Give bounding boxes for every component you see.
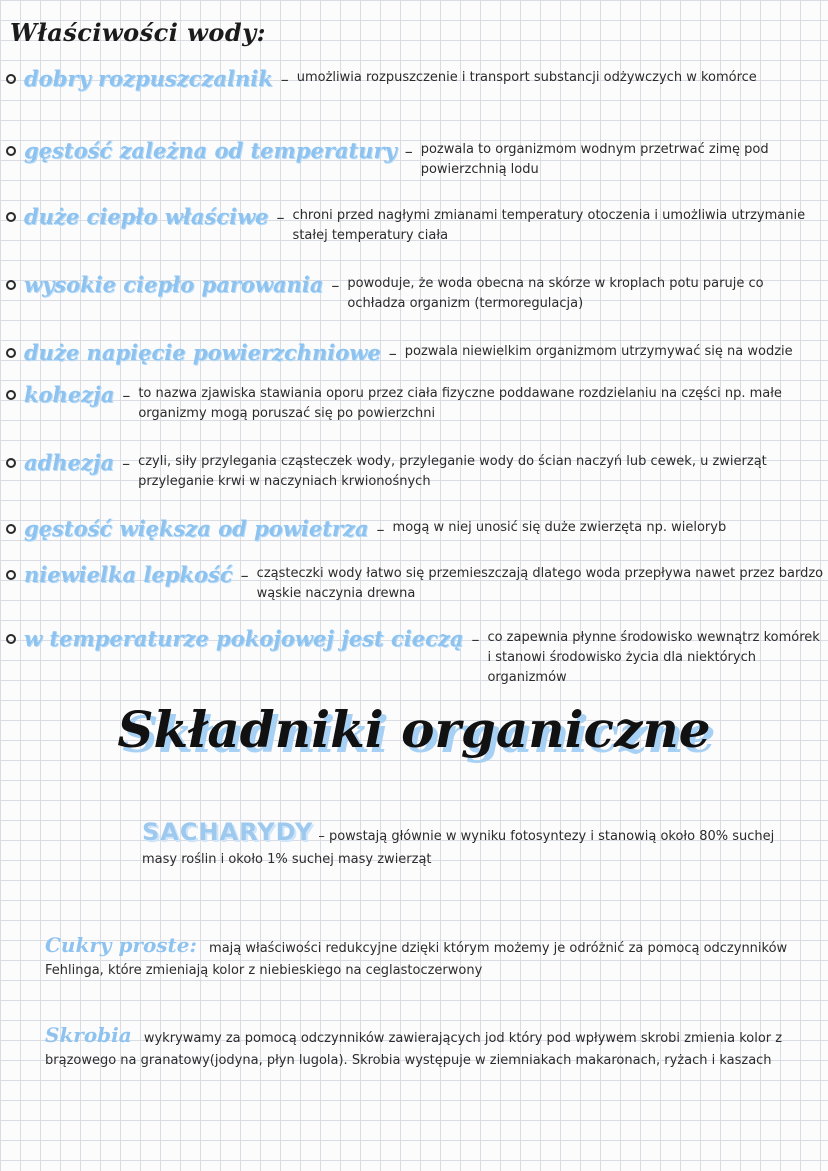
dash: –	[331, 276, 340, 295]
property-desc: mogą w niej unosić się duże zwierzęta np. wieloryb	[392, 520, 727, 535]
property-desc: to nazwa zjawiska stawiania oporu przez ciała fizyczne poddawane rozdzielaniu na części np. małe organizmy mogą poruszać się po powierzchni	[138, 386, 782, 421]
section-heading: Składniki organiczne	[117, 700, 711, 759]
property-term: kohezja	[24, 382, 115, 407]
skrobia-term: Skrobia	[45, 1023, 132, 1047]
property-term: adhezja	[24, 450, 115, 475]
bullet-icon	[6, 212, 16, 222]
property-item	[6, 340, 824, 365]
bullet-icon	[6, 570, 16, 580]
property-term: dobry rozpuszczalnik	[24, 66, 273, 91]
dash: –	[376, 520, 385, 539]
property-desc: co zapewnia płynne środowisko wewnątrz komórek i stanowi środowisko życia dla niektórych organizmów	[487, 630, 820, 685]
property-desc: powoduje, że woda obecna na skórze w kroplach potu paruje co ochładza organizm (termoregulacja)	[347, 276, 764, 311]
property-desc: pozwala niewielkim organizmom utrzymywać się na wodzie	[404, 344, 793, 359]
property-item	[6, 562, 824, 604]
skrobia-block	[45, 1024, 825, 1072]
dash: –	[318, 829, 329, 844]
dash: –	[122, 386, 131, 405]
property-desc: chroni przed nagłymi zmianami temperatury otoczenia i umożliwia utrzymanie stałej temperatury ciała	[292, 208, 806, 243]
dash: –	[240, 566, 249, 585]
sacharydy-block	[142, 818, 782, 871]
property-term: gęstość większa od powietrza	[24, 516, 369, 541]
cukry-proste-block	[45, 934, 825, 982]
property-term: wysokie ciepło parowania	[24, 272, 324, 297]
property-desc: umożliwia rozpuszczenie i transport substancji odżywczych w komórce	[296, 70, 757, 85]
cukry-proste-term: Cukry proste:	[45, 933, 197, 957]
bullet-icon	[6, 634, 16, 644]
property-item	[6, 66, 824, 91]
property-term: gęstość zależna od temperatury	[24, 138, 397, 163]
bullet-icon	[6, 524, 16, 534]
sacharydy-term: SACHARYDY	[142, 818, 314, 846]
dash: –	[122, 454, 131, 473]
property-item	[6, 626, 824, 688]
property-item	[6, 516, 824, 541]
property-item	[6, 450, 824, 492]
bullet-icon	[6, 146, 16, 156]
property-term: duże ciepło właściwe	[24, 204, 269, 229]
property-item	[6, 382, 824, 424]
property-desc: pozwala to organizmom wodnym przetrwać zimę pod powierzchnią lodu	[420, 142, 769, 177]
bullet-icon	[6, 74, 16, 84]
property-desc: czyli, siły przylegania cząsteczek wody, przyleganie wody do ścian naczyń lub cewek, u zwierząt przyleganie krwi w naczyniach krwionośnych	[138, 454, 767, 489]
property-desc: cząsteczki wody łatwo się przemieszczają dlatego woda przepływa nawet przez bardzo wąskie naczynia drewna	[256, 566, 824, 601]
property-item	[6, 138, 824, 180]
page-title: Właściwości wody:	[10, 18, 266, 47]
property-term: w temperaturze pokojowej jest cieczą	[24, 626, 464, 651]
dash: –	[388, 344, 397, 363]
property-term: duże napięcie powierzchniowe	[24, 340, 381, 365]
cukry-proste-desc: mają właściwości redukcyjne dzięki którym możemy je odróżnić za pomocą odczynników Fehlinga, które zmieniają kolor z niebieskiego na ceglastoczerwony	[45, 941, 788, 978]
sacharydy-desc: powstają głównie w wyniku fotosyntezy i stanowią około 80% suchej masy roślin i około 1% suchej masy zwierząt	[142, 829, 775, 867]
bullet-icon	[6, 280, 16, 290]
bullet-icon	[6, 458, 16, 468]
bullet-icon	[6, 348, 16, 358]
property-term: niewielka lepkość	[24, 562, 233, 587]
property-item	[6, 204, 824, 246]
dash: –	[471, 630, 480, 649]
dash: –	[280, 70, 289, 89]
skrobia-desc: wykrywamy za pomocą odczynników zawierających jod który pod wpływem skrobi zmienia kolor z brązowego na granatowy(jodyna, płyn lugola). Skrobia występuje w ziemniakach makaronach, ryżach i kaszach	[45, 1031, 783, 1068]
property-item	[6, 272, 824, 314]
dash: –	[404, 142, 413, 161]
bullet-icon	[6, 390, 16, 400]
dash: –	[276, 208, 285, 227]
